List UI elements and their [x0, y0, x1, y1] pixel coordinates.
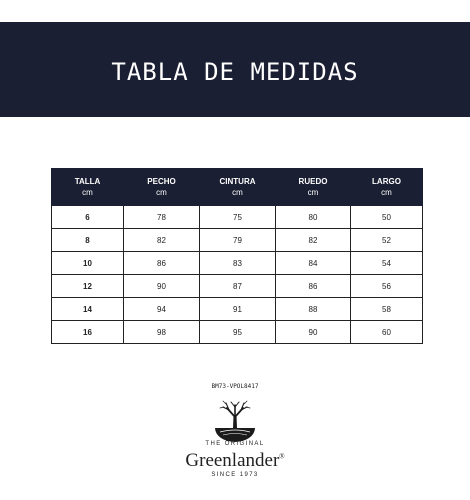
- header-label: RUEDO: [298, 177, 328, 186]
- cell-ruedo: 82: [276, 229, 351, 252]
- header-talla: [52, 169, 124, 206]
- cell-cintura: 79: [200, 229, 276, 252]
- cell-largo: 50: [351, 206, 423, 229]
- cell-largo: 60: [351, 321, 423, 344]
- cell-cintura: 87: [200, 275, 276, 298]
- brand-name-text: Greenlander: [185, 450, 280, 471]
- cell-talla: 14: [52, 298, 124, 321]
- cell-ruedo: 90: [276, 321, 351, 344]
- cell-ruedo: 88: [276, 298, 351, 321]
- header-unit: cm: [156, 188, 167, 197]
- cell-largo: 52: [351, 229, 423, 252]
- header-unit: cm: [307, 188, 319, 197]
- brand-tagline-top: THE ORIGINAL: [205, 441, 265, 447]
- header-cintura: [200, 169, 276, 206]
- cell-cintura: 95: [200, 321, 276, 344]
- table-row: [52, 275, 423, 298]
- cell-cintura: 75: [200, 206, 276, 229]
- cell-pecho: 98: [124, 321, 200, 344]
- cell-pecho: 78: [124, 206, 200, 229]
- header-label: CINTURA: [219, 177, 256, 186]
- cell-talla: 10: [52, 252, 124, 275]
- header-unit: cm: [232, 188, 243, 197]
- brand-tagline-bottom: SINCE 1973: [211, 472, 259, 478]
- header-ruedo: [276, 169, 351, 206]
- cell-pecho: 90: [124, 275, 200, 298]
- cell-pecho: 86: [124, 252, 200, 275]
- cell-ruedo: 84: [276, 252, 351, 275]
- cell-cintura: 83: [200, 252, 276, 275]
- header-unit: cm: [82, 188, 93, 197]
- header-label: PECHO: [147, 177, 176, 186]
- cell-pecho: 82: [124, 229, 200, 252]
- header-label: LARGO: [372, 177, 401, 186]
- title-banner: [0, 22, 470, 117]
- brand-name: [0, 450, 470, 472]
- cell-largo: 54: [351, 252, 423, 275]
- table-row: [52, 229, 423, 252]
- cell-largo: 56: [351, 275, 423, 298]
- cell-talla: 16: [52, 321, 124, 344]
- table-header-row: [52, 169, 423, 206]
- header-label: TALLA: [74, 177, 101, 186]
- cell-talla: 6: [52, 206, 124, 229]
- table-row: [52, 206, 423, 229]
- header-largo: [351, 169, 423, 206]
- table-row: [52, 321, 423, 344]
- header-unit: cm: [381, 188, 392, 197]
- cell-ruedo: 86: [276, 275, 351, 298]
- product-code: BM73-VPOL8417: [211, 383, 259, 390]
- tree-emblem-icon: [206, 398, 264, 442]
- registered-mark: ®: [279, 452, 285, 461]
- table-row: [52, 298, 423, 321]
- size-table: [51, 168, 423, 344]
- cell-talla: 8: [52, 229, 124, 252]
- header-pecho: [124, 169, 200, 206]
- page-title: TABLA DE MEDIDAS: [111, 57, 359, 86]
- cell-largo: 58: [351, 298, 423, 321]
- cell-ruedo: 80: [276, 206, 351, 229]
- cell-pecho: 94: [124, 298, 200, 321]
- table-row: [52, 252, 423, 275]
- cell-talla: 12: [52, 275, 124, 298]
- cell-cintura: 91: [200, 298, 276, 321]
